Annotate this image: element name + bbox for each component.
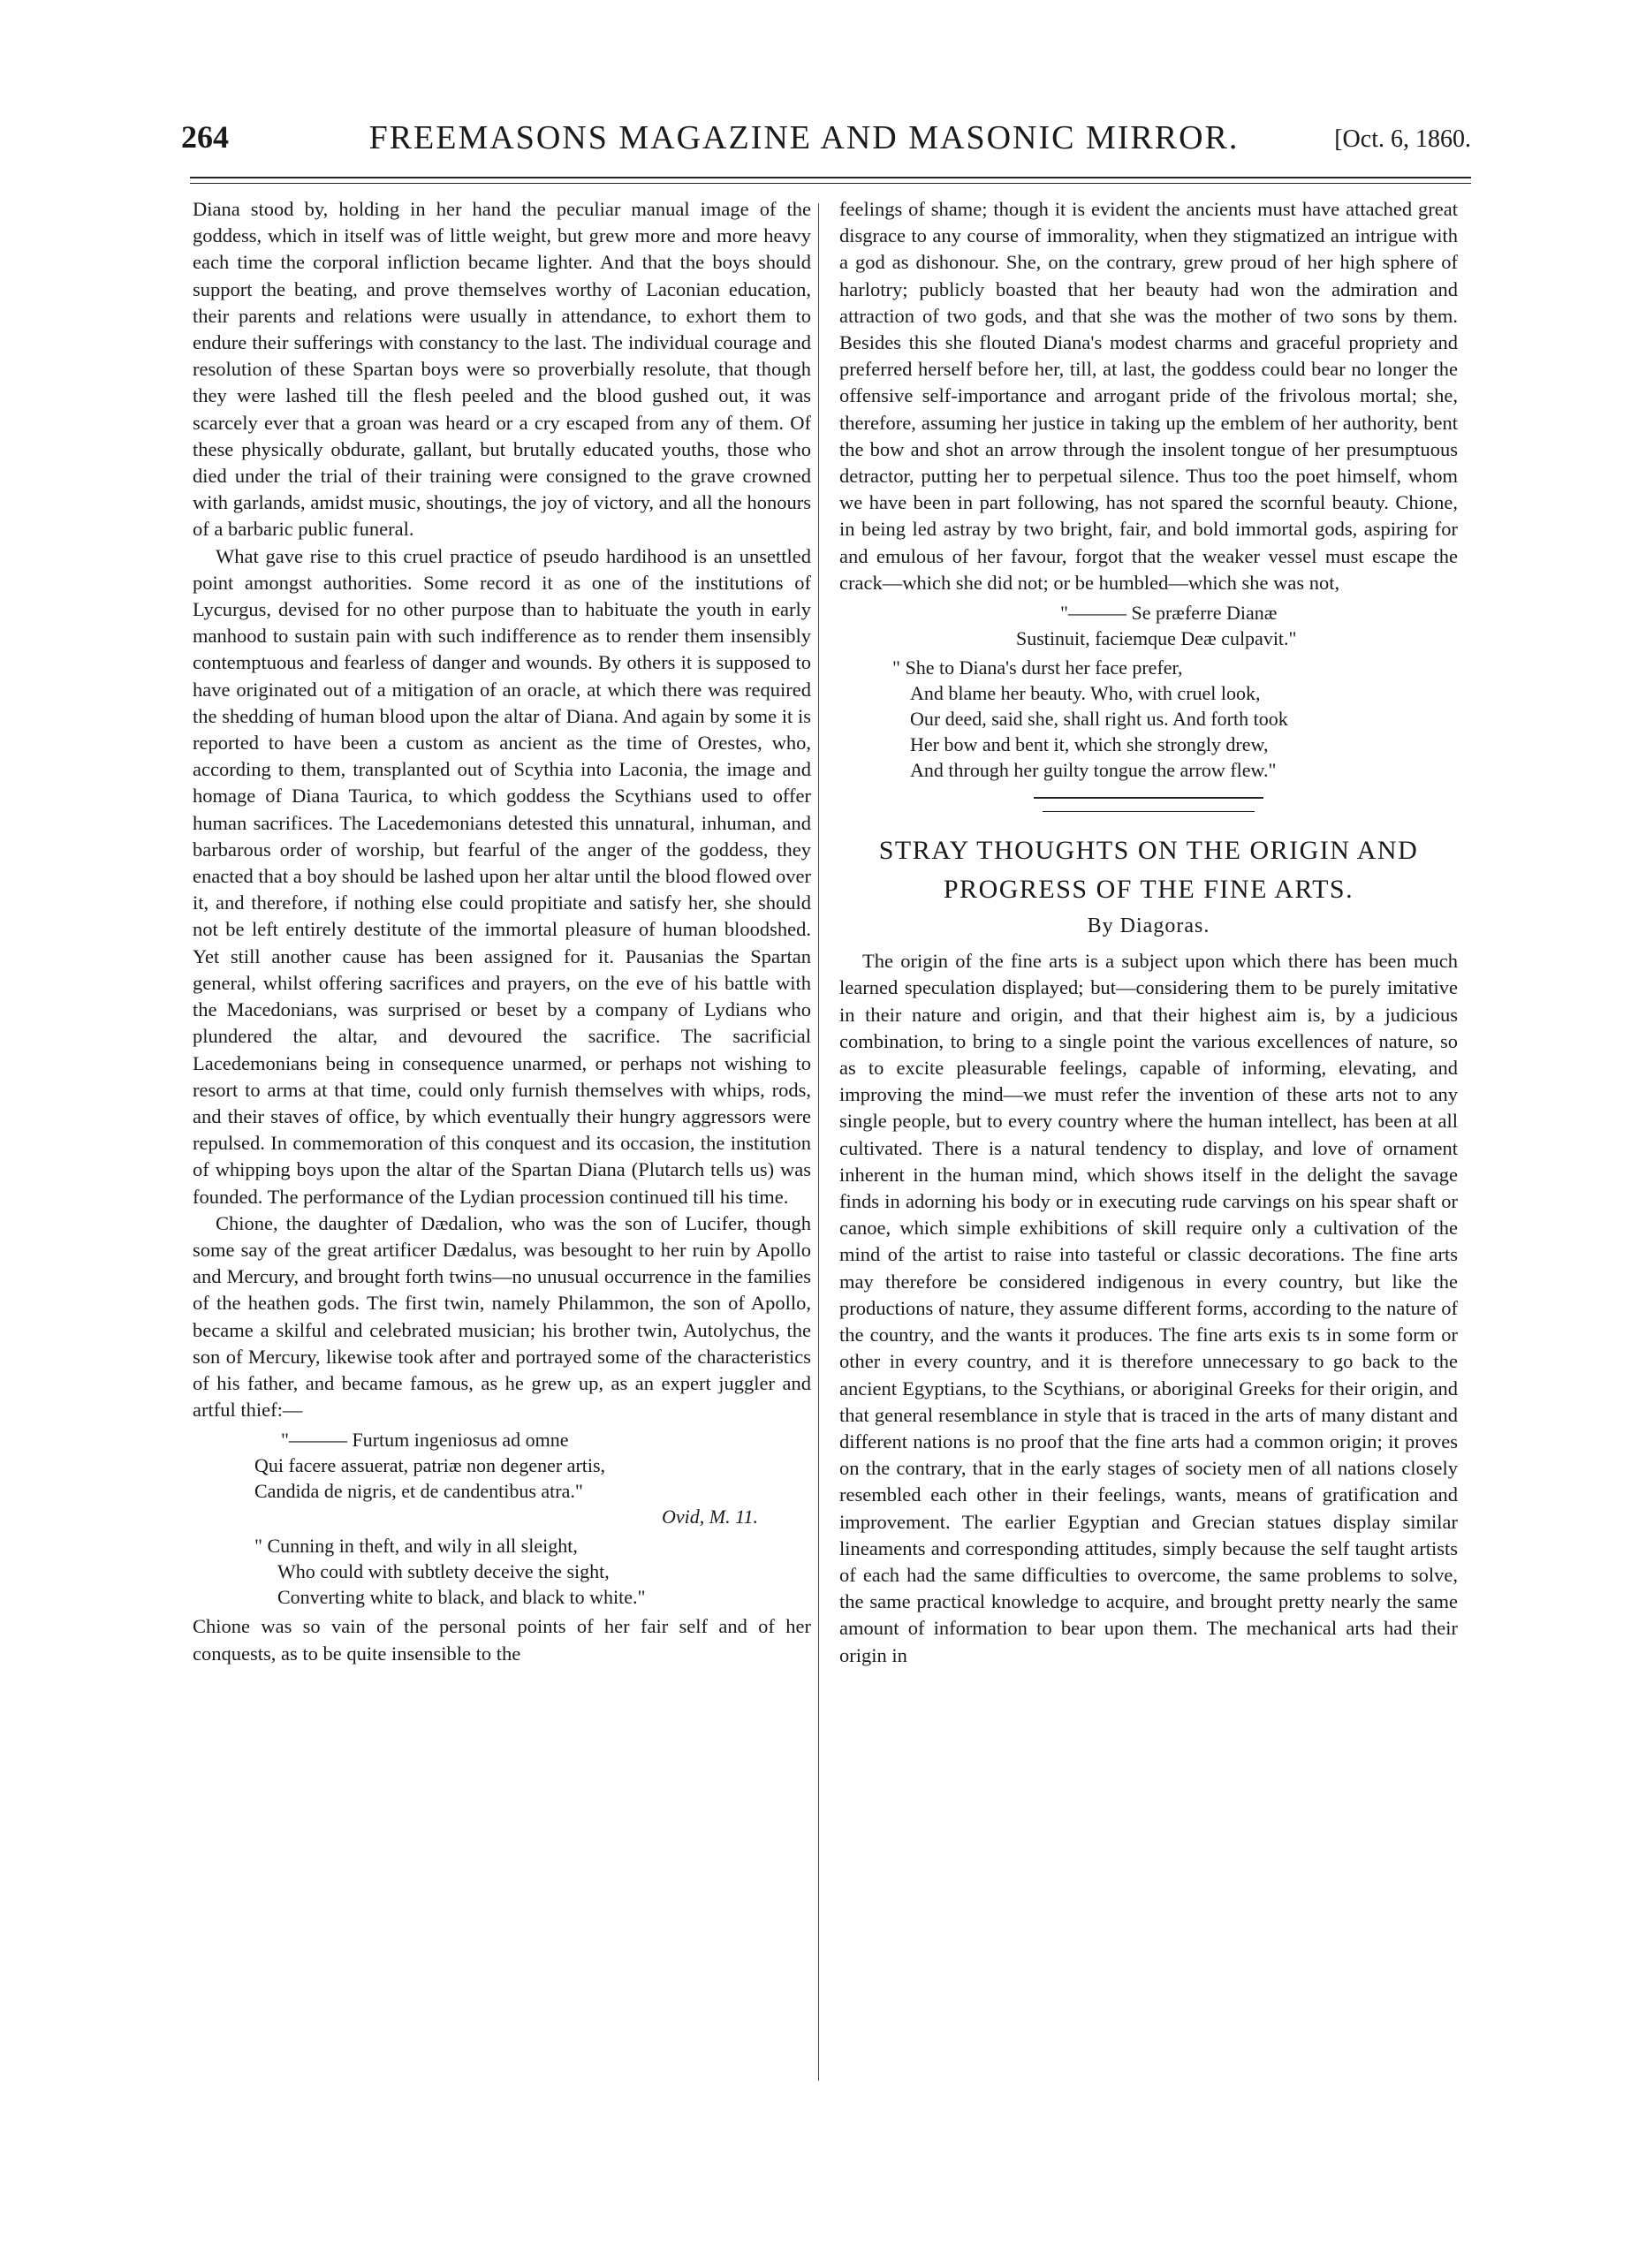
verse-line: Converting white to black, and black to white." [277, 1586, 646, 1609]
verse-line: Who could with subtlety deceive the sight, [277, 1560, 610, 1583]
magazine-title: FREEMASONS MAGAZINE AND MASONIC MIRROR. [368, 119, 1240, 156]
right-paragraph-1: feelings of shame; though it is evident the ancients must have attached great disgrace to any course of immorality, when they stigmatized an intrigue with a god as dishonour. She, on the contrary, grew proud of her high sphere of harlotry; publicly boasted that her beauty had won the admiration and attraction of two gods, and that she was the mother of two sons by them. Besides this she flouted Diana's modest charms and graceful propriety and preferred herself before her, till, at last, the goddess could bear no longer the offensive self-importance and arrogant pride of the frivolous mortal; she, therefore, assuming her justice in taking up the emblem of her authority, bent the bow and shot an arrow through the insolent tongue of her presumptuous detractor, putting her to perpetual silence. Thus too the poet himself, whom we have been in part following, has not spared the scornful beauty. Chione, in being led astray by two bright, fair, and bold immortal gods, aspiring for and emulous of her favour, forgot that the weaker vessel must escape the crack—which she did not; or be humbled—which she was not, [839, 198, 1458, 594]
article-title-line-2: PROGRESS OF THE FINE ARTS. [943, 875, 1354, 905]
verse-line: Her bow and bent it, which she strongly drew, [910, 733, 1269, 756]
left-paragraph-1: Diana stood by, holding in her hand the peculiar manual image of the goddess, which in itself was of little weight, but grew more and more heavy each time the corporal infliction became lighter. And that the boys should support the beating, and prove themselves worthy of Laconian education, their parents and relations were usually in attendance, to exhort them to endure their sufferings with constancy to the last. The individual courage and resolution of these Spartan boys were so proverbially resolute, that though they were lashed till the flesh peeled and the blood gushed out, it was scarcely ever that a groan was heard or a cry escaped from any of them. Of these physically obdurate, gallant, but brutally educated youths, those who died under the trial of their training were consigned to the grave crowned with garlands, amidst music, shoutings, the joy of victory, and all the honours of a barbaric public funeral. [193, 198, 811, 541]
left-paragraph-4: Chione was so vain of the personal points of her fair self and of her conquests, as to be quite insensible to the [193, 1615, 811, 1665]
left-paragraph-2: What gave rise to this cruel practice of pseudo hardihood is an unsettled point amongst authorities. Some record it as one of the institutions of Lycurgus, devised for no other purpose than to habituate the youth in early manhood to sustain pain with such indifference as to render them insensibly contemptuous and fearless of danger and wounds. By others it is supposed to have originated out of a mitigation of an oracle, at which there was required the shedding of human blood upon the altar of Diana. And again by some it is reported to have been a custom as ancient as the time of Orestes, who, according to them, transplanted out of Scythia into Laconia, the image and homage of Diana Taurica, to which goddess the Scythians used to offer human sacrifices. The Lacedemonians detested this unnatural, inhuman, and barbarous order of worship, but fearful of the anger of the goddess, they enacted that a boy should be lashed upon her altar until the blood flowed over it, and therefore, if nothing else could propitiate and satisfy her, she should not be left entirely destitute of the immortal pleasure of human bloodshed. Yet still another cause has been assigned for it. Pausanias the Spartan general, whilst offering sacrifices and prayers, on the eve of his battle with the Macedonians, was surprised or beset by a company of Lydians who plundered the altar, and devoured the sacrifice. The sacrificial Lacedemonians being in consequence unarmed, or perhaps not wishing to resort to arms at that time, could only furnish themselves with whips, rods, and their staves of office, by which eventually their hungry aggressors were repulsed. In commemoration of this conquest and its occasion, the institution of whipping boys upon the altar of the Spartan Diana (Plutarch tells us) was founded. The performance of the Lydian procession continued till his time. [193, 544, 811, 1208]
left-paragraph-3: Chione, the daughter of Dædalion, who was the son of Lucifer, though some say of the great artificer Dædalus, was besought to her ruin by Apollo and Mercury, and brought forth twins—no unusual occurrence in the families of the heathen gods. The first twin, namely Philammon, the son of Apollo, became a skilful and celebrated musician; his brother twin, Autolychus, the son of Mercury, likewise took after and portrayed some of the characteristics of his father, and became famous, as he grew up, as an expert juggler and artful thief:— [193, 1211, 811, 1422]
section-separator-thin [1043, 811, 1255, 812]
latin-quotation-2 [839, 600, 1458, 651]
english-quotation-1 [193, 1533, 811, 1610]
issue-date: [Oct. 6, 1860. [1334, 125, 1471, 153]
quotation-attribution: Ovid, M. 11. [662, 1506, 758, 1528]
verse-line: And through her guilty tongue the arrow flew." [910, 759, 1277, 782]
right-paragraph-2: The origin of the fine arts is a subject upon which there has been much learned speculation displayed; but—considering them to be purely imitative in their nature and origin, and that their highest aim is, by a judicious combination, to bring to a single point the various excellences of nature, so as to excite pleasurable feelings, capable of informing, elevating, and improving the mind—we must refer the invention of these arts not to any single people, but to every country where the human intellect, has been at all cultivated. There is a natural tendency to display, and love of ornament inherent in the human mind, which shows itself in the delight the savage finds in adorning his body or in executing rude carvings on his spear shaft or canoe, which simple exhibitions of skill require only a cultivation of the mind of the artist to raise into tasteful or classic decorations. The fine arts may therefore be considered indigenous in every country, but like the productions of nature, they assume different forms, according to the nature of the country, and the wants it produces. The fine arts exis ts in some form or other in every country, and it is therefore unnecessary to go back to the ancient Egyptians, to the Scythians, or aboriginal Greeks for their origin, and that general resemblance in style that is traced in the arts of many distant and different nations is no proof that the fine arts had a common origin; it proves on the contrary, that in the early stages of society men of all nations closely resembled each other in their feelings, wants, means of gratification and improvement. The earlier Egyptian and Grecian statues display similar lineaments and corresponding attitudes, simply because the self taught artists of each had the same difficulties to overcome, the same problems to solve, the same practical knowledge to acquire, and brought pretty nearly the same amount of information to bear upon them. The mechanical arts had their origin in [839, 950, 1458, 1666]
verse-line: Candida de nigris, et de candentibus atra." [254, 1480, 583, 1503]
left-column [193, 196, 811, 1667]
page-number: 264 [181, 119, 229, 155]
english-quotation-2 [839, 655, 1458, 783]
verse-line: "——— Furtum ingeniosus ad omne [281, 1429, 569, 1452]
verse-line: And blame her beauty. Who, with cruel look, [910, 682, 1261, 705]
column-divider [818, 203, 819, 2081]
verse-line: " She to Diana's durst her face prefer, [892, 656, 1183, 679]
article-byline: By Diagoras. [1087, 914, 1210, 938]
verse-line: "——— Se præferre Dianæ [1060, 602, 1278, 625]
page-header [181, 115, 1471, 177]
header-rule-thin [190, 183, 1471, 184]
article-title-line-1: STRAY THOUGHTS ON THE ORIGIN AND [878, 836, 1419, 866]
verse-line: Qui facere assuerat, patriæ non degener artis, [254, 1454, 606, 1477]
latin-quotation-1 [193, 1427, 811, 1529]
verse-line: " Cunning in theft, and wily in all sleight, [254, 1535, 578, 1558]
article-title [839, 831, 1458, 909]
header-rule [190, 177, 1471, 178]
verse-line: Our deed, said she, shall right us. And forth took [910, 708, 1288, 731]
right-column [839, 196, 1458, 1669]
section-separator [1034, 797, 1263, 799]
verse-line: Sustinuit, faciemque Deæ culpavit." [1016, 627, 1297, 650]
